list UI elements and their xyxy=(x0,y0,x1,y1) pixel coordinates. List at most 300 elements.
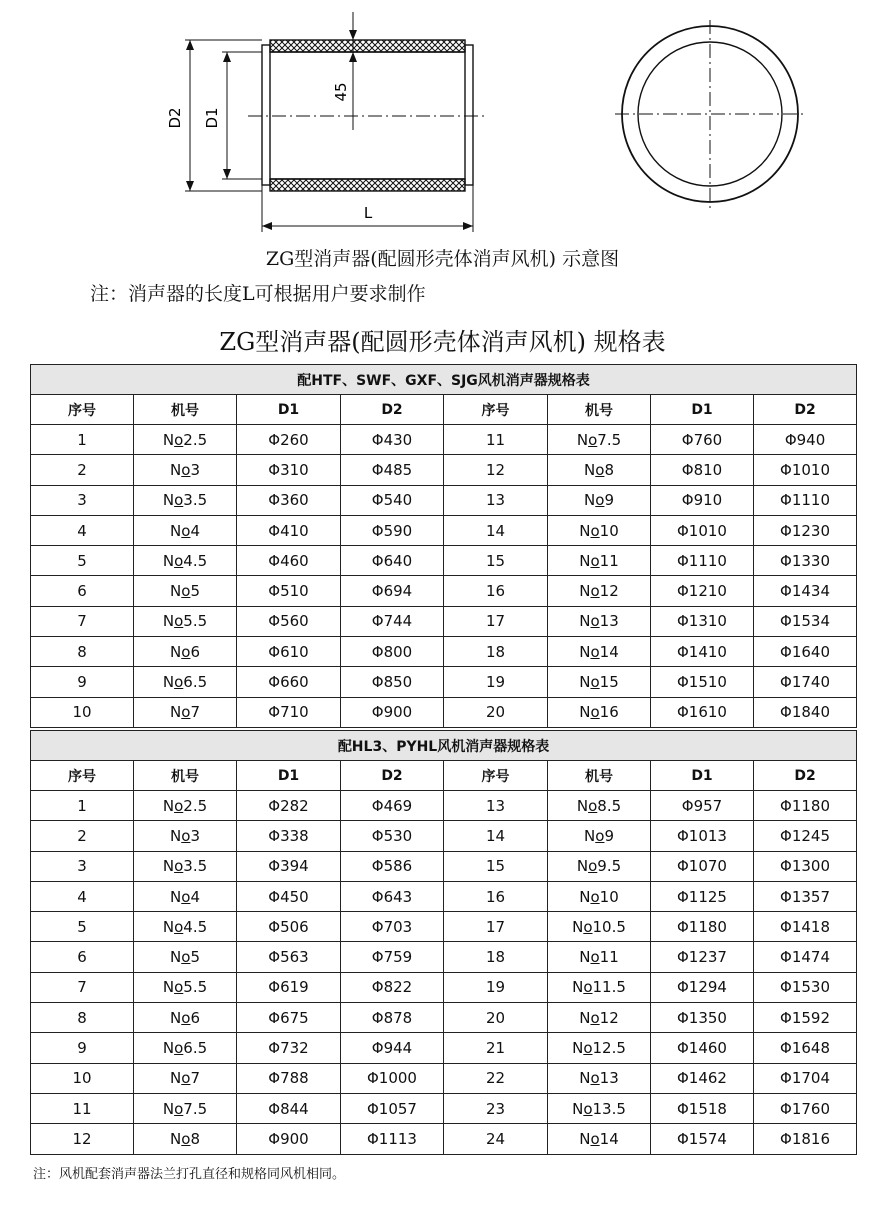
model-prefix-n: N xyxy=(572,1039,584,1058)
table-cell: Φ850 xyxy=(341,667,444,697)
model-prefix-o: o xyxy=(181,1069,191,1088)
model-prefix-o: o xyxy=(181,1129,191,1148)
model-prefix-o: o xyxy=(590,642,600,661)
model-prefix-n: N xyxy=(579,642,591,661)
model-prefix-n: N xyxy=(579,703,591,722)
table-row xyxy=(31,851,857,881)
model-prefix-o: o xyxy=(588,857,598,876)
label-d2: D2 xyxy=(166,107,184,129)
model-number: 11 xyxy=(599,948,619,967)
column-header: D1 xyxy=(651,761,754,791)
table-cell: 17 xyxy=(444,912,548,942)
model-prefix-o: o xyxy=(590,1069,600,1088)
model-prefix-o: o xyxy=(583,917,593,936)
table-cell: 18 xyxy=(444,942,548,972)
model-prefix-o: o xyxy=(590,1008,600,1027)
model-prefix-o: o xyxy=(181,1008,191,1027)
model-prefix-o: o xyxy=(590,948,600,967)
table-row xyxy=(31,1003,857,1033)
model-prefix-n: N xyxy=(584,826,596,845)
table-row xyxy=(31,881,857,911)
table-cell: Φ1462 xyxy=(651,1063,754,1093)
model-number: 9.5 xyxy=(597,857,622,876)
model-prefix-o: o xyxy=(181,521,191,540)
fan-model-cell xyxy=(548,791,651,821)
table-cell: Φ910 xyxy=(651,485,754,515)
table-cell: Φ1013 xyxy=(651,821,754,851)
model-number: 10.5 xyxy=(592,917,626,936)
table-cell: 3 xyxy=(31,485,134,515)
table-cell: Φ310 xyxy=(237,455,341,485)
table-cell: Φ560 xyxy=(237,606,341,636)
model-prefix-n: N xyxy=(576,857,589,876)
table-cell: Φ1610 xyxy=(651,697,754,727)
model-prefix-n: N xyxy=(579,551,591,570)
model-prefix-n: N xyxy=(162,917,175,936)
table-cell: Φ563 xyxy=(237,942,341,972)
fan-model-cell xyxy=(134,851,237,881)
model-prefix-o: o xyxy=(590,612,600,631)
table-cell: Φ1530 xyxy=(754,972,857,1002)
fan-model-cell xyxy=(548,576,651,606)
model-number: 12 xyxy=(599,1008,619,1027)
table-cell: 4 xyxy=(31,881,134,911)
model-prefix-o: o xyxy=(588,796,598,815)
model-prefix-n: N xyxy=(170,948,182,967)
table-cell: 15 xyxy=(444,546,548,576)
table-cell: 18 xyxy=(444,637,548,667)
table-cell: Φ1000 xyxy=(341,1063,444,1093)
model-prefix-n: N xyxy=(170,826,182,845)
table-row xyxy=(31,1124,857,1154)
model-number: 4.5 xyxy=(183,551,208,570)
table-cell: Φ900 xyxy=(341,697,444,727)
table-title-row xyxy=(31,365,857,395)
fan-model-cell xyxy=(548,1003,651,1033)
model-prefix-n: N xyxy=(162,673,175,692)
table-cell: 17 xyxy=(444,606,548,636)
column-header: 机号 xyxy=(134,395,237,425)
table-cell: Φ1110 xyxy=(651,546,754,576)
model-prefix-o: o xyxy=(583,1039,593,1058)
model-prefix-n: N xyxy=(579,521,591,540)
model-number: 5.5 xyxy=(183,978,208,997)
fan-model-cell xyxy=(548,1063,651,1093)
table-cell: Φ1010 xyxy=(754,455,857,485)
table-cell: Φ282 xyxy=(237,791,341,821)
table-cell: Φ1070 xyxy=(651,851,754,881)
table-cell: 20 xyxy=(444,1003,548,1033)
table-cell: 14 xyxy=(444,821,548,851)
table-row xyxy=(31,455,857,485)
table-cell: 11 xyxy=(444,425,548,455)
end-view xyxy=(615,20,805,208)
side-view xyxy=(185,12,488,232)
table-cell: Φ360 xyxy=(237,485,341,515)
model-number: 9 xyxy=(604,826,614,845)
model-number: 9 xyxy=(604,491,614,510)
table-cell: 4 xyxy=(31,515,134,545)
model-number: 14 xyxy=(599,642,619,661)
model-prefix-o: o xyxy=(174,491,184,510)
model-prefix-o: o xyxy=(174,1099,184,1118)
column-header: D2 xyxy=(754,395,857,425)
table-row xyxy=(31,912,857,942)
model-prefix-o: o xyxy=(174,1039,184,1058)
table-cell: Φ1460 xyxy=(651,1033,754,1063)
fan-model-cell xyxy=(134,515,237,545)
model-prefix-n: N xyxy=(584,460,596,479)
fan-model-cell xyxy=(134,881,237,911)
table-cell: Φ1640 xyxy=(754,637,857,667)
table-row xyxy=(31,697,857,727)
table-cell: Φ710 xyxy=(237,697,341,727)
fan-model-cell xyxy=(548,425,651,455)
table-cell: Φ260 xyxy=(237,425,341,455)
table-row xyxy=(31,972,857,1002)
fan-model-cell xyxy=(134,821,237,851)
table-cell: 13 xyxy=(444,485,548,515)
model-number: 7.5 xyxy=(183,1099,208,1118)
model-prefix-n: N xyxy=(579,673,591,692)
model-number: 13 xyxy=(599,1069,619,1088)
table-cell: Φ1057 xyxy=(341,1093,444,1123)
model-prefix-n: N xyxy=(576,796,589,815)
model-number: 6.5 xyxy=(183,1039,208,1058)
column-header: 序号 xyxy=(444,395,548,425)
table-cell: Φ759 xyxy=(341,942,444,972)
model-prefix-n: N xyxy=(162,430,175,449)
table-row xyxy=(31,1033,857,1063)
table-cell: Φ1518 xyxy=(651,1093,754,1123)
model-prefix-n: N xyxy=(572,917,584,936)
table-cell: Φ485 xyxy=(341,455,444,485)
table-cell: Φ1350 xyxy=(651,1003,754,1033)
table-cell: Φ469 xyxy=(341,791,444,821)
model-number: 5 xyxy=(190,948,200,967)
table-cell: Φ1648 xyxy=(754,1033,857,1063)
table-cell: 16 xyxy=(444,881,548,911)
fan-model-cell xyxy=(134,1093,237,1123)
table-cell: Φ1125 xyxy=(651,881,754,911)
table-cell: Φ1410 xyxy=(651,637,754,667)
table-cell: 10 xyxy=(31,697,134,727)
fan-model-cell xyxy=(134,1124,237,1154)
table-cell: Φ957 xyxy=(651,791,754,821)
model-prefix-o: o xyxy=(174,430,184,449)
model-number: 8 xyxy=(604,460,614,479)
fan-model-cell xyxy=(548,851,651,881)
column-header: 机号 xyxy=(548,761,651,791)
model-prefix-n: N xyxy=(162,796,175,815)
table-cell: Φ800 xyxy=(341,637,444,667)
model-prefix-n: N xyxy=(579,887,591,906)
fan-model-cell xyxy=(134,546,237,576)
model-prefix-o: o xyxy=(181,703,191,722)
table-row xyxy=(31,942,857,972)
model-number: 4 xyxy=(190,887,200,906)
fan-model-cell xyxy=(548,515,651,545)
column-header: D1 xyxy=(237,395,341,425)
fan-model-cell xyxy=(134,606,237,636)
fan-model-cell xyxy=(134,576,237,606)
model-number: 10 xyxy=(599,521,619,540)
table-cell: Φ822 xyxy=(341,972,444,1002)
table-cell: 12 xyxy=(31,1124,134,1154)
table-cell: Φ1418 xyxy=(754,912,857,942)
column-header: D2 xyxy=(754,761,857,791)
column-header: 序号 xyxy=(444,761,548,791)
model-prefix-n: N xyxy=(162,857,175,876)
model-number: 8 xyxy=(190,1129,200,1148)
column-header: D1 xyxy=(651,395,754,425)
table-cell: 16 xyxy=(444,576,548,606)
table-cell: Φ619 xyxy=(237,972,341,1002)
model-prefix-o: o xyxy=(595,826,605,845)
model-prefix-n: N xyxy=(584,491,596,510)
table-title: ZG型消声器(配圆形壳体消声风机) 规格表 xyxy=(219,328,666,356)
table-cell: Φ1592 xyxy=(754,1003,857,1033)
column-header: D2 xyxy=(341,395,444,425)
footnote: 注：风机配套消声器法兰打孔直径和规格同风机相同。 xyxy=(33,1167,346,1182)
model-prefix-n: N xyxy=(170,1008,182,1027)
model-number: 6.5 xyxy=(183,673,208,692)
table-cell: 1 xyxy=(31,791,134,821)
model-prefix-o: o xyxy=(590,582,600,601)
table-cell: Φ1510 xyxy=(651,667,754,697)
table-title-row xyxy=(31,731,857,761)
table-cell: 9 xyxy=(31,1033,134,1063)
table-cell: Φ338 xyxy=(237,821,341,851)
model-prefix-n: N xyxy=(162,551,175,570)
model-prefix-n: N xyxy=(579,1008,591,1027)
model-prefix-o: o xyxy=(174,978,184,997)
table-cell: Φ732 xyxy=(237,1033,341,1063)
fan-model-cell xyxy=(134,1003,237,1033)
fan-model-cell xyxy=(134,912,237,942)
table-row xyxy=(31,1063,857,1093)
table-cell: 22 xyxy=(444,1063,548,1093)
table-cell: Φ643 xyxy=(341,881,444,911)
model-prefix-n: N xyxy=(162,491,175,510)
table-row xyxy=(31,1093,857,1123)
model-prefix-n: N xyxy=(572,1099,584,1118)
table-cell: 13 xyxy=(444,791,548,821)
fan-model-cell xyxy=(548,1124,651,1154)
fan-model-cell xyxy=(548,455,651,485)
table-cell: Φ394 xyxy=(237,851,341,881)
model-prefix-o: o xyxy=(174,673,184,692)
fan-model-cell xyxy=(548,912,651,942)
model-prefix-o: o xyxy=(174,551,184,570)
table-cell: Φ1760 xyxy=(754,1093,857,1123)
model-prefix-o: o xyxy=(595,460,605,479)
table-cell: 3 xyxy=(31,851,134,881)
table-row xyxy=(31,546,857,576)
table-cell: Φ1210 xyxy=(651,576,754,606)
fan-model-cell xyxy=(134,791,237,821)
fan-model-cell xyxy=(548,1033,651,1063)
model-prefix-n: N xyxy=(579,1129,591,1148)
model-number: 13.5 xyxy=(592,1099,626,1118)
label-thickness: 45 xyxy=(332,82,350,102)
fan-model-cell xyxy=(548,637,651,667)
model-number: 3.5 xyxy=(183,857,208,876)
table-row xyxy=(31,637,857,667)
fan-model-cell xyxy=(134,697,237,727)
table-cell: Φ590 xyxy=(341,515,444,545)
table-cell: 12 xyxy=(444,455,548,485)
model-number: 6 xyxy=(190,1008,200,1027)
table-cell: Φ878 xyxy=(341,1003,444,1033)
label-d1: D1 xyxy=(203,107,221,129)
table-row xyxy=(31,515,857,545)
label-length: L xyxy=(363,204,373,222)
fan-model-cell xyxy=(548,1093,651,1123)
length-note: 注：消声器的长度L可根据用户要求制作 xyxy=(90,283,426,305)
model-prefix-n: N xyxy=(170,703,182,722)
table-row xyxy=(31,485,857,515)
model-prefix-o: o xyxy=(174,612,184,631)
fan-model-cell xyxy=(548,972,651,1002)
model-number: 3 xyxy=(190,826,200,845)
table-cell: Φ694 xyxy=(341,576,444,606)
model-number: 2.5 xyxy=(183,796,208,815)
table-cell: 10 xyxy=(31,1063,134,1093)
model-prefix-o: o xyxy=(181,826,191,845)
model-number: 4 xyxy=(190,521,200,540)
model-number: 15 xyxy=(599,673,619,692)
model-prefix-n: N xyxy=(170,460,182,479)
table-cell: Φ1230 xyxy=(754,515,857,545)
column-header: 序号 xyxy=(31,761,134,791)
model-prefix-o: o xyxy=(590,521,600,540)
table-cell: 1 xyxy=(31,425,134,455)
fan-model-cell xyxy=(134,667,237,697)
table-cell: Φ506 xyxy=(237,912,341,942)
model-prefix-o: o xyxy=(590,551,600,570)
model-number: 11 xyxy=(599,551,619,570)
table-cell: Φ810 xyxy=(651,455,754,485)
model-prefix-o: o xyxy=(174,857,184,876)
table-cell: Φ530 xyxy=(341,821,444,851)
model-prefix-o: o xyxy=(590,1129,600,1148)
fan-model-cell xyxy=(134,485,237,515)
fan-model-cell xyxy=(548,667,651,697)
model-prefix-o: o xyxy=(583,978,593,997)
model-prefix-o: o xyxy=(181,887,191,906)
table-cell: Φ430 xyxy=(341,425,444,455)
column-header: 序号 xyxy=(31,395,134,425)
table-cell: Φ1110 xyxy=(754,485,857,515)
model-prefix-n: N xyxy=(579,612,591,631)
fan-model-cell xyxy=(134,1063,237,1093)
table-section-title: 配HTF、SWF、GXF、SJG风机消声器规格表 xyxy=(31,365,857,395)
table-cell: Φ510 xyxy=(237,576,341,606)
table-header-row xyxy=(31,761,857,791)
model-number: 14 xyxy=(599,1129,619,1148)
dimension-arrows xyxy=(186,30,473,230)
model-number: 12.5 xyxy=(592,1039,626,1058)
model-number: 7 xyxy=(190,703,200,722)
table-cell: Φ1357 xyxy=(754,881,857,911)
model-prefix-n: N xyxy=(170,1069,182,1088)
table-cell: 5 xyxy=(31,912,134,942)
model-prefix-o: o xyxy=(181,948,191,967)
spec-table-htf xyxy=(30,364,857,728)
fan-model-cell xyxy=(548,606,651,636)
table-cell: 5 xyxy=(31,546,134,576)
model-prefix-n: N xyxy=(170,582,182,601)
model-prefix-o: o xyxy=(590,703,600,722)
model-prefix-o: o xyxy=(590,887,600,906)
model-number: 7 xyxy=(190,1069,200,1088)
table-cell: Φ1330 xyxy=(754,546,857,576)
table-row xyxy=(31,791,857,821)
model-number: 10 xyxy=(599,887,619,906)
model-number: 3 xyxy=(190,460,200,479)
model-prefix-n: N xyxy=(170,887,182,906)
table-row xyxy=(31,425,857,455)
table-cell: Φ1704 xyxy=(754,1063,857,1093)
table-cell: 6 xyxy=(31,942,134,972)
model-prefix-o: o xyxy=(595,491,605,510)
table-cell: Φ610 xyxy=(237,637,341,667)
model-prefix-o: o xyxy=(583,1099,593,1118)
table-cell: Φ1740 xyxy=(754,667,857,697)
table-cell: Φ1237 xyxy=(651,942,754,972)
table-cell: 21 xyxy=(444,1033,548,1063)
table-cell: Φ1294 xyxy=(651,972,754,1002)
table-cell: Φ660 xyxy=(237,667,341,697)
table-cell: Φ844 xyxy=(237,1093,341,1123)
model-number: 6 xyxy=(190,642,200,661)
table-cell: Φ1434 xyxy=(754,576,857,606)
table-cell: 11 xyxy=(31,1093,134,1123)
model-prefix-n: N xyxy=(579,582,591,601)
model-prefix-o: o xyxy=(174,796,184,815)
table-cell: Φ1534 xyxy=(754,606,857,636)
fan-model-cell xyxy=(548,546,651,576)
model-prefix-o: o xyxy=(181,460,191,479)
model-number: 7.5 xyxy=(597,430,622,449)
table-cell: 20 xyxy=(444,697,548,727)
column-header: D2 xyxy=(341,761,444,791)
model-prefix-n: N xyxy=(162,1099,175,1118)
model-prefix-o: o xyxy=(174,917,184,936)
table-cell: Φ900 xyxy=(237,1124,341,1154)
table-row xyxy=(31,667,857,697)
figure-caption: ZG型消声器(配圆形壳体消声风机) 示意图 xyxy=(265,248,620,270)
model-number: 13 xyxy=(599,612,619,631)
table-cell: Φ1300 xyxy=(754,851,857,881)
table-cell: Φ1816 xyxy=(754,1124,857,1154)
table-section-title: 配HL3、PYHL风机消声器规格表 xyxy=(31,731,857,761)
table-cell: Φ1180 xyxy=(651,912,754,942)
table-cell: 9 xyxy=(31,667,134,697)
table-cell: Φ410 xyxy=(237,515,341,545)
table-cell: Φ1474 xyxy=(754,942,857,972)
spec-table-hl3 xyxy=(30,730,857,1155)
model-prefix-n: N xyxy=(170,1129,182,1148)
model-prefix-n: N xyxy=(572,978,584,997)
table-cell: Φ940 xyxy=(754,425,857,455)
table-row xyxy=(31,576,857,606)
table-row xyxy=(31,606,857,636)
table-cell: Φ744 xyxy=(341,606,444,636)
table-cell: 2 xyxy=(31,821,134,851)
table-cell: Φ1113 xyxy=(341,1124,444,1154)
